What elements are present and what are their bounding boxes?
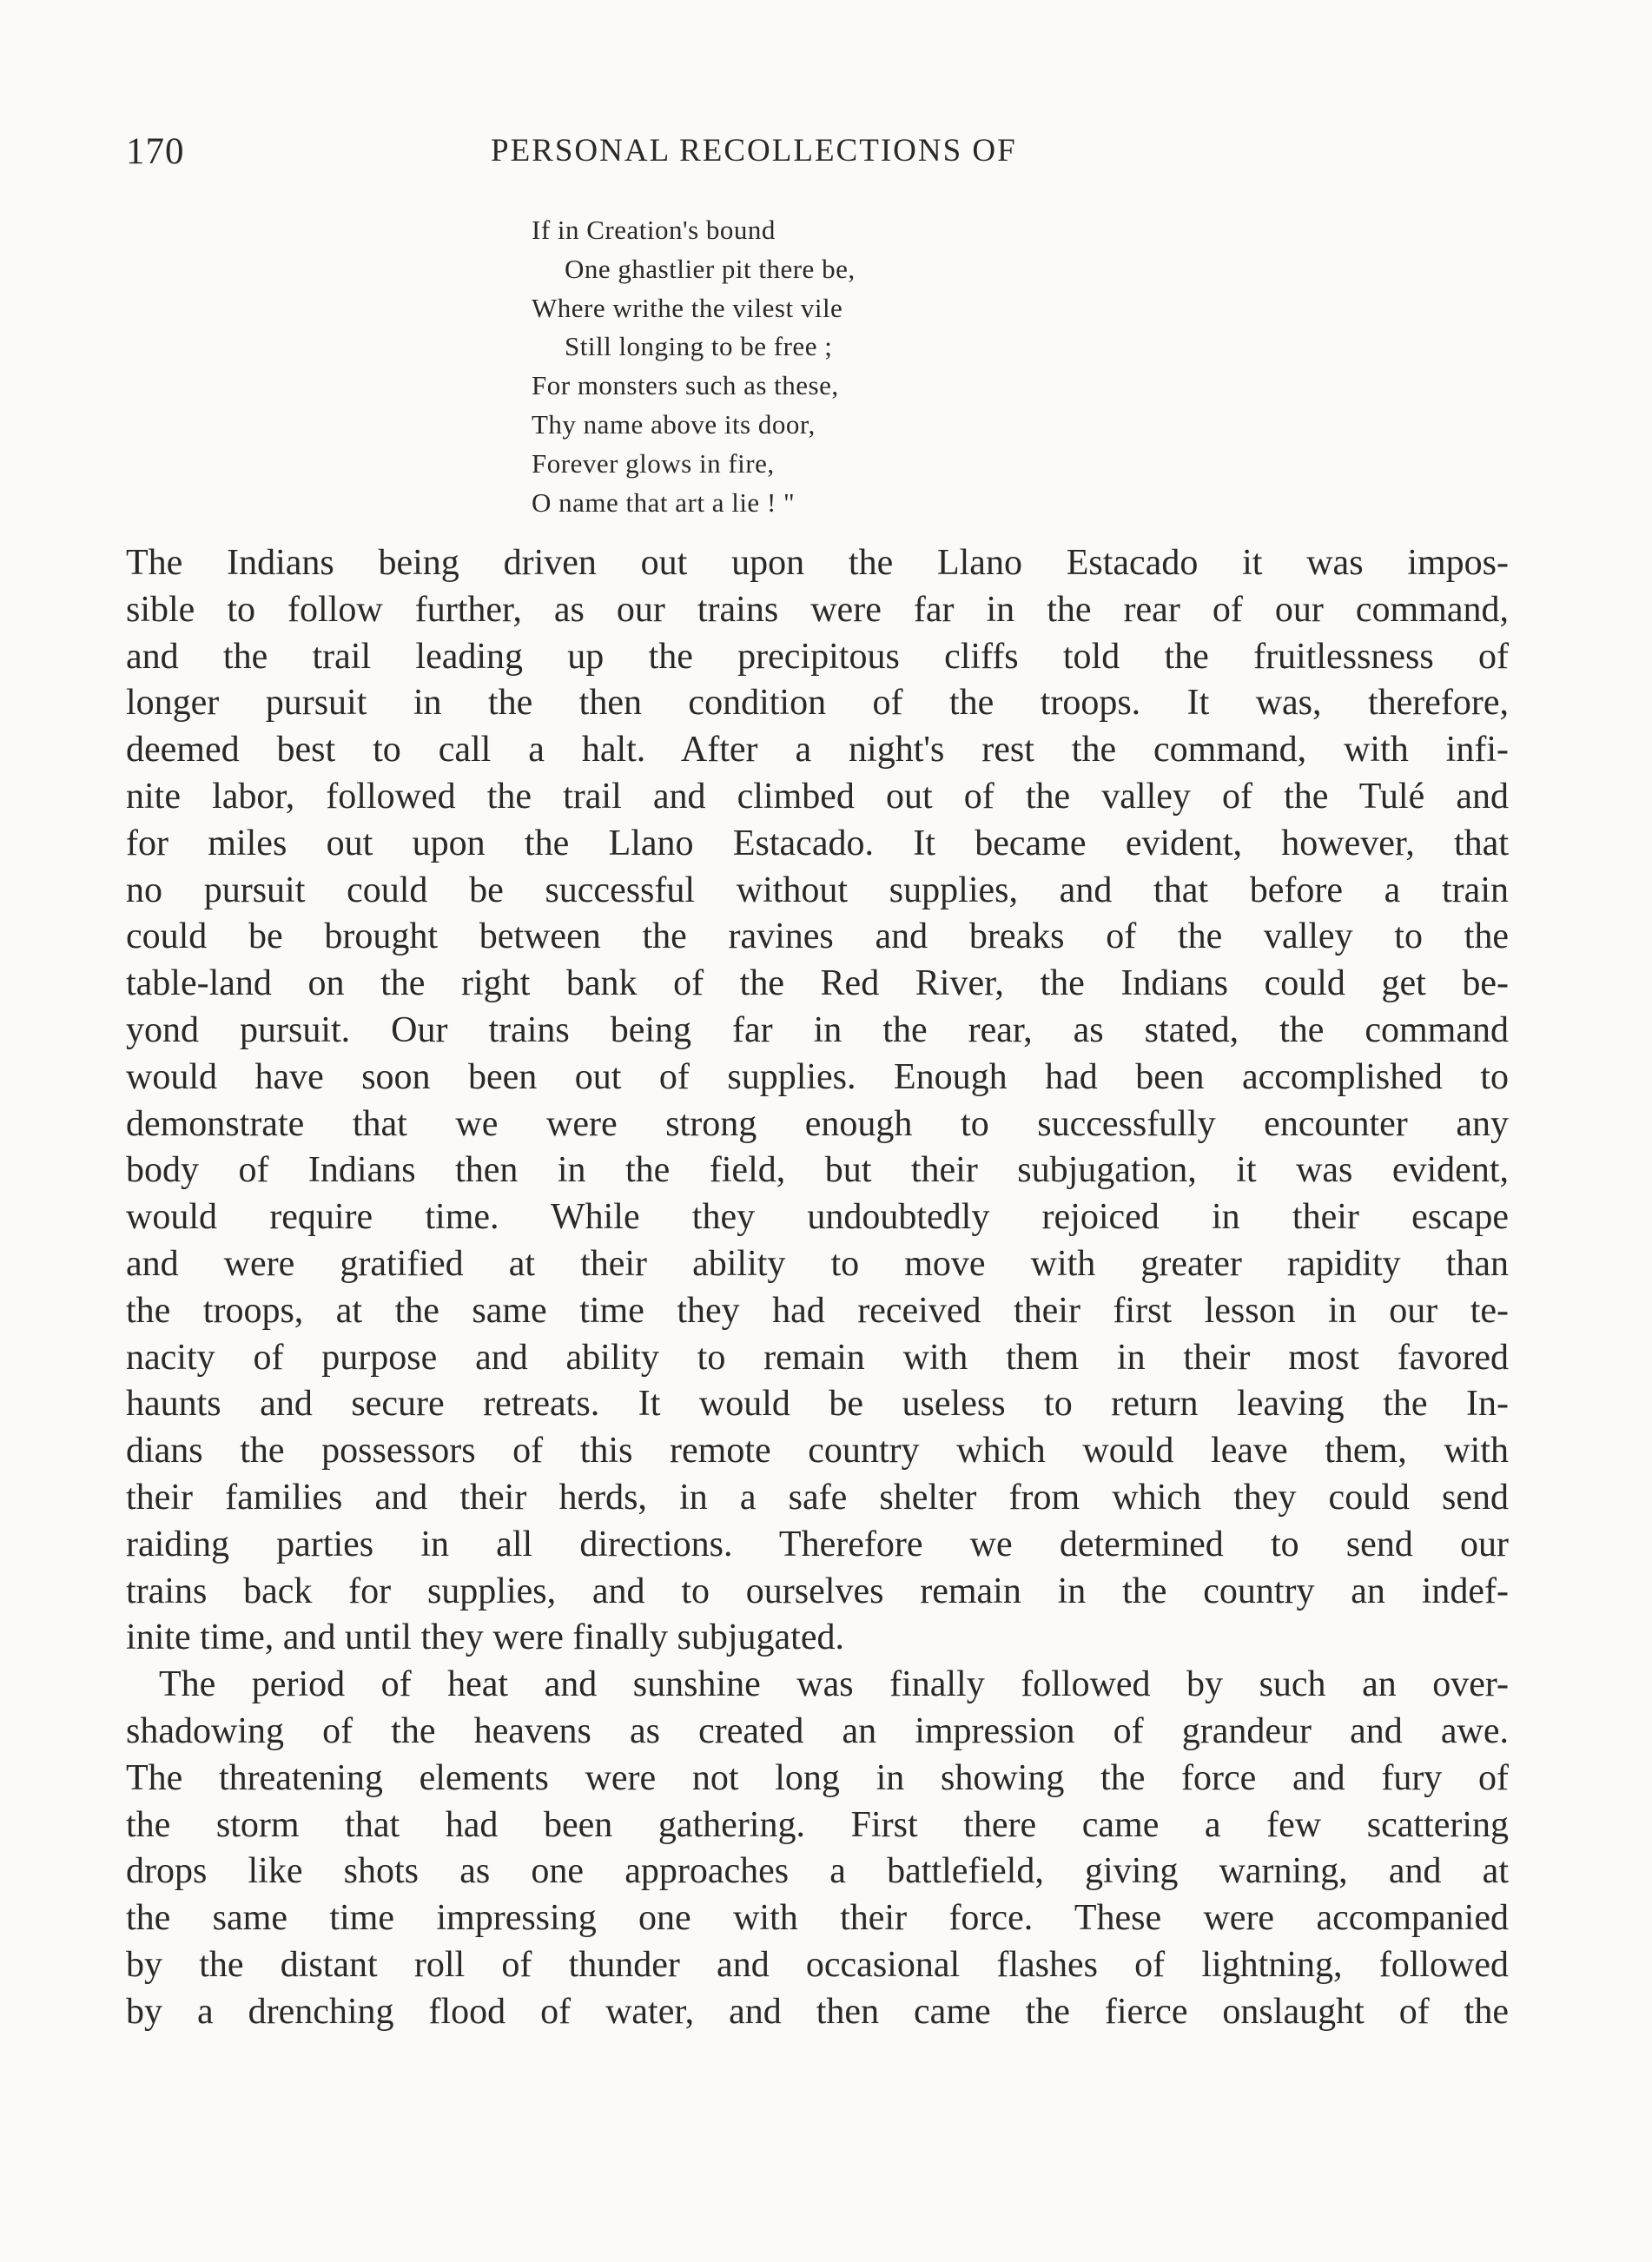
text-line: no pursuit could be successful without supplies, and that before a train: [126, 870, 1509, 910]
poem-line: Still longing to be free ;: [565, 331, 833, 362]
poem-line: Forever glows in fire,: [532, 447, 775, 479]
text-line: table-land on the right bank of the Red River, the Indians could get be-: [126, 963, 1509, 1004]
text-line: their families and their herds, in a safe shelter from which they could send: [126, 1477, 1509, 1518]
text-line: would have soon been out of supplies. Enough had been accomplished to: [126, 1056, 1509, 1097]
poem-line: O name that art a lie ! ": [532, 486, 796, 518]
poem-line: If in Creation's bound: [532, 215, 776, 245]
page-header: [126, 130, 1516, 182]
text-line: trains back for supplies, and to ourselves remain in the country an indef-: [126, 1571, 1509, 1611]
text-line: by a drenching flood of water, and then came the fierce onslaught of the: [126, 1991, 1509, 2032]
text-line: longer pursuit in the then condition of the troops. It was, therefore,: [126, 683, 1509, 724]
text-line: the troops, at the same time they had received their first lesson in our te-: [126, 1290, 1509, 1331]
text-line: deemed best to call a halt. After a night's rest the command, with infi-: [126, 730, 1509, 771]
poem-line: Where writhe the vilest vile: [532, 292, 843, 323]
body-text: [126, 540, 1509, 2036]
poem-line: For monsters such as these,: [532, 370, 839, 401]
poem-line: Thy name above its door,: [532, 408, 816, 440]
text-line: body of Indians then in the field, but their subjugation, it was evident,: [126, 1150, 1509, 1191]
running-head: PERSONAL RECOLLECTIONS OF: [491, 133, 1017, 169]
text-line: for miles out upon the Llano Estacado. It became evident, however, that: [126, 823, 1509, 863]
text-line: demonstrate that we were strong enough to successfully encounter any: [126, 1103, 1509, 1144]
paragraph-1: [126, 540, 1509, 1662]
text-line: the storm that had been gathering. First there came a few scattering: [126, 1804, 1509, 1845]
text-line: The Indians being driven out upon the Llano Estacado it was impos-: [126, 543, 1509, 583]
text-line: nite labor, followed the trail and climbed out of the valley of the Tulé and: [126, 776, 1509, 817]
text-line: drops like shots as one approaches a battlefield, giving warning, and at: [126, 1851, 1509, 1892]
text-line: nacity of purpose and ability to remain with them in their most favored: [126, 1337, 1509, 1378]
poem-stanza: [532, 211, 1140, 522]
text-line: by the distant roll of thunder and occasional flashes of lightning, followed: [126, 1944, 1509, 1985]
text-line: yond pursuit. Our trains being far in the rear, as stated, the command: [126, 1009, 1509, 1050]
text-line: the same time impressing one with their force. These were accompanied: [126, 1898, 1509, 1939]
text-line: shadowing of the heavens as created an impression of grandeur and awe.: [126, 1710, 1509, 1751]
text-line: and the trail leading up the precipitous cliffs told the fruitlessness of: [126, 636, 1509, 677]
text-line: dians the possessors of this remote country which would leave them, with: [126, 1431, 1509, 1472]
text-line: The threatening elements were not long in showing the force and fury of: [126, 1757, 1509, 1798]
poem-line: One ghastlier pit there be,: [565, 253, 856, 284]
text-line: and were gratified at their ability to move with greater rapidity than: [126, 1243, 1509, 1284]
text-line: haunts and secure retreats. It would be useless to return leaving the In-: [126, 1384, 1509, 1425]
text-line: would require time. While they undoubtedly rejoiced in their escape: [126, 1197, 1509, 1238]
page-number: 170: [126, 131, 185, 172]
text-line: The period of heat and sunshine was finally followed by such an over-: [159, 1664, 1509, 1705]
paragraph-2: [126, 1662, 1509, 2035]
text-line: inite time, and until they were finally subjugated.: [126, 1617, 844, 1658]
text-line: could be brought between the ravines and breaks of the valley to the: [126, 916, 1509, 957]
text-line: raiding parties in all directions. Therefore we determined to send our: [126, 1524, 1509, 1564]
text-line: sible to follow further, as our trains were far in the rear of our command,: [126, 589, 1509, 630]
